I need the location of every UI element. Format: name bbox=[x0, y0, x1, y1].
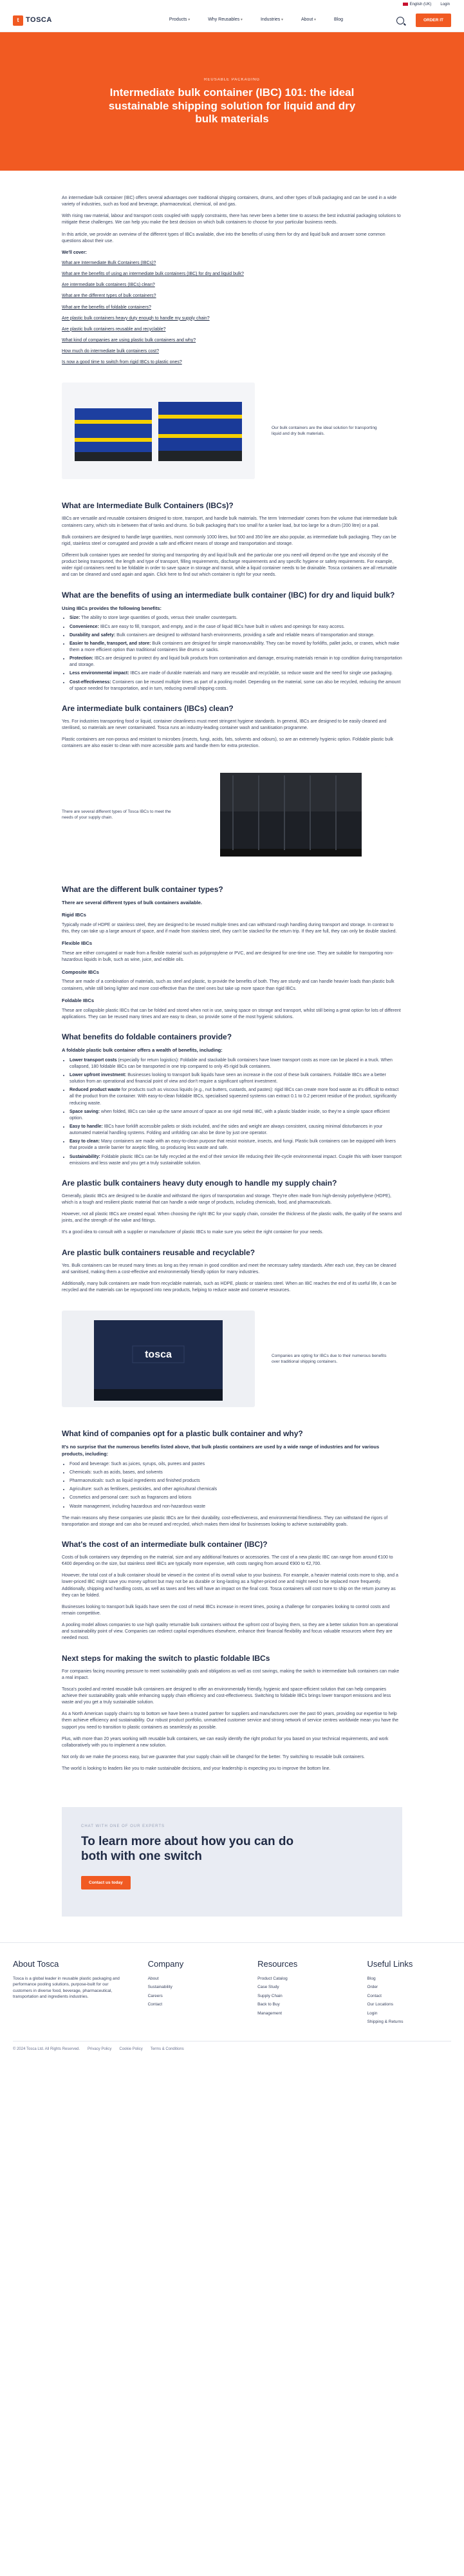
nav-item-about[interactable]: About ▾ bbox=[301, 17, 316, 23]
section-heading: Are plastic bulk containers heavy duty enough to handle my supply chain? bbox=[62, 1178, 337, 1188]
subheading: It's no surprise that the numerous benefits listed above, that bulk plastic containers are used by a wide range of industries and for various products, including: bbox=[62, 1444, 380, 1457]
image-row bbox=[62, 383, 402, 479]
toc-link[interactable]: Are intermediate bulk containers (IBCs) clean? bbox=[62, 283, 155, 288]
paragraph: A pooling model allows companies to use high quality returnable bulk containers without the upfront cost of buying them, so they are a better solution from an operational and sustainability point of view. Companies can redirect capital expenditures elsewhere, enhance their financial flexibility and focus valuable resources where they are needed most. bbox=[62, 1623, 398, 1641]
paragraph: Tosca's pooled and rented reusable bulk containers are designed to offer an environmentally friendly, hygienic and space-efficient solution that can help companies achieve their sustainability goals while enhancing supply chain efficiency and cost-effectiveness. Switching to foldable IBCs brings lower transport emissions and less waste and you get a truly sustainable solution. bbox=[62, 1687, 391, 1705]
paragraph: However, not all plastic IBCs are created equal. When choosing the right IBC for your supply chain, consider the thickness of the plastic walls, the quality of the seams and joints, and the strength of the valve and fittings. bbox=[62, 1212, 402, 1224]
search-icon[interactable] bbox=[396, 17, 404, 24]
footer-company bbox=[148, 1958, 232, 2027]
section-heading: What are the different bulk container types? bbox=[62, 885, 223, 895]
toc-link[interactable]: What are the benefits of using an intermediate bulk containers (IBC) for dry and liquid bulk? bbox=[62, 272, 244, 277]
hero-eyebrow: REUSABLE PACKAGING bbox=[204, 77, 260, 82]
list-item: • Food and beverage: Such as juices, syrups, oils, purees and pastes bbox=[70, 1461, 402, 1468]
footer-link[interactable]: Sustainability bbox=[147, 1985, 172, 1990]
section-heading: What benefits do foldable containers provide? bbox=[62, 1032, 232, 1041]
cta-title: To learn more about how you can do both with one switch bbox=[81, 1834, 294, 1863]
industry-list bbox=[70, 1461, 402, 1510]
toc-link[interactable]: What kind of companies are using plastic bulk containers and why? bbox=[62, 337, 196, 343]
paragraph: Yes. Bulk containers can be reused many times as long as they remain in good condition and meet the necessary safety standards. After each use, they can be cleaned and sanitised, making them a cost-effective and environmentally friendly option for many industries. bbox=[62, 1263, 396, 1274]
paragraph: Costs of bulk containers vary depending on the material, size and any additional features or accessories. The cost of a new plastic IBC can range from around €100 to €400 depending on the size, but stainless steel IBCs are typically more expensive, with costs ranging from around €900 to €2,700. bbox=[62, 1555, 393, 1567]
main-nav bbox=[0, 9, 464, 32]
footer-link[interactable]: Careers bbox=[147, 1993, 163, 1998]
flag-icon bbox=[403, 3, 408, 6]
footer-link[interactable]: Product Catalog bbox=[257, 1976, 288, 1982]
terms-link[interactable]: Terms & Conditions bbox=[150, 2047, 184, 2051]
list-item: • Cost-effectiveness: Containers can be reused multiple times as part of a pooling model. Depending on the material, some can also be recycled, reducing the amount of space needed for transportation, and in turn, reducing overall shipping costs. bbox=[70, 679, 402, 692]
paragraph: Bulk containers are designed to handle large quantities, most commonly 1000 litres, but 500 and 350 litre are also popular, as intermediate bulk packaging. They can be rigid, stainless steel or corrugated and provide a safe and efficient means of storage and transportation and storage. bbox=[62, 535, 396, 546]
svg-text:tosca: tosca bbox=[145, 1349, 172, 1361]
toc-link[interactable]: Are plastic bulk containers heavy duty enough to handle my supply chain? bbox=[62, 316, 210, 321]
toc-title: We'll cover: bbox=[62, 250, 87, 255]
toc-link[interactable]: What are Intermediate Bulk Containers (IBCs)? bbox=[62, 260, 156, 265]
list-item: • Lower transport costs (especially for return logistics): Foldable and stackable bulk containers have lower transport costs as more can be placed in a truck. When collapsed, 180 foldable IBCs can be transported in one trip compared to only 45 rigid bulk containers. bbox=[70, 1057, 402, 1070]
ibc-photo-black bbox=[194, 766, 387, 863]
list-item: • Pharmaceuticals: such as liquid ingredients and finished products bbox=[70, 1478, 402, 1484]
subheading: Foldable IBCs bbox=[62, 997, 95, 1003]
toc-link[interactable]: What are the benefits of foldable containers? bbox=[62, 305, 151, 310]
paragraph: Businesses looking to transport bulk liquids have seen the cost of metal IBCs increase in recent times, posing a challenge for companies looking to control costs and remain competitive. bbox=[62, 1604, 390, 1616]
contact-button[interactable]: Contact us today bbox=[81, 1876, 131, 1889]
paragraph: These are either corrugated or made from a flexible material such as polypropylene or PVC, and are designed for one-time use. They are suitable for transporting non-hazardous liquids in bulk, such as wine, juice, and edible oils. bbox=[62, 951, 394, 963]
login-link[interactable]: Login bbox=[440, 2, 450, 6]
toc-link[interactable]: How much do intermediate bulk containers cost? bbox=[62, 349, 159, 354]
paragraph: Generally, plastic IBCs are designed to be durable and withstand the rigors of transportation and storage. They're often made from high-density polyethylene (HDPE), which is a tough and resilient plastic material that can handle a wide range of products, including chemicals, food, and pharmaceuticals. bbox=[62, 1193, 391, 1205]
subheading: Using IBCs provides the following benefits: bbox=[62, 605, 162, 611]
intro-paragraph: In this article, we provide an overview of the different types of IBCs available, dive into the benefits of using them for dry and liquid bulk and answer some common questions about their use. bbox=[62, 232, 385, 243]
footer-link[interactable]: Contact bbox=[367, 1993, 382, 1998]
cta-eyebrow: CHAT WITH ONE OF OUR EXPERTS bbox=[81, 1824, 165, 1829]
paragraph: These are collapsible plastic IBCs that can be folded and stored when not in use, saving space on storage and transport, whilst still being a great option for lots of different applications. They can be reused many times and are easy to clean, so provide some of the most hygienic solutions. bbox=[62, 1008, 401, 1019]
paragraph: Plus, with more than 20 years working with reusable bulk containers, we can easily identify the right product for you based on your technical requirements, and work collaboratively with you to implement a new solution. bbox=[62, 1736, 389, 1748]
list-item: • Waste management, including hazardous and non-hazardous waste bbox=[70, 1504, 402, 1510]
footer-link[interactable]: Login bbox=[367, 2011, 378, 2016]
footer-link[interactable]: Shipping & Returns bbox=[367, 2020, 404, 2025]
footer-bottom bbox=[13, 2041, 451, 2061]
toc-link[interactable]: What are the different types of bulk containers? bbox=[62, 294, 156, 299]
list-item: • Reduced product waste for products such as viscous liquids (e.g., nut butters, custards, and pastes): rigid IBCs can create more food waste as it's difficult to extract all the product from the container. With easy-to-clean foldable IBCs, specialised squeezed systems can extract 0.1 to 0.2 percent residue of the product, significantly reducing waste. bbox=[70, 1087, 402, 1106]
image-row bbox=[62, 766, 402, 863]
article-body bbox=[0, 171, 464, 1790]
list-item: • Chemicals: such as acids, bases, and solvents bbox=[70, 1470, 402, 1476]
paragraph: Typically made of HDPE or stainless steel, they are designed to be reused multiple times and can withstand rough handling during transport and storage. In contrast to this, they can take up a large amount of space, and if made from stainless steel, they can't be stacked for the return trip. If they are full, they can only be double stacked. bbox=[62, 923, 397, 934]
logo[interactable]: t TOSCA bbox=[13, 15, 116, 26]
toc-link[interactable]: Are plastic bulk containers reusable and recyclable? bbox=[62, 327, 166, 332]
footer-heading: Resources bbox=[257, 1959, 298, 1969]
list-item: • Agriculture: such as fertilisers, pesticides, and other agricultural chemicals bbox=[70, 1486, 402, 1493]
paragraph: IBCs are versatile and reusable containers designed to store, transport, and handle bulk materials. The term 'intermediate' comes from the volume that intermediate bulk containers carry, which sits in between that of tanks and drums. So bulk packaging that's too small for a tanker load, but too large for a drum (200 litre) or a pail. bbox=[62, 516, 398, 528]
list-item: • Size: The ability to store large quantities of goods, versus their smaller counterparts. bbox=[70, 615, 402, 621]
intro-paragraph: An intermediate bulk container (IBC) offers several advantages over traditional shipping containers, drums, and other types of bulk packaging and can be used in a wide variety of industries, such as food and beverage, pharmaceutical, chemical, oil and gas. bbox=[62, 196, 397, 207]
ibc-photo-tosca-branded bbox=[62, 1311, 255, 1407]
image-caption: Companies are opting for IBCs due to their numerous benefits over traditional shipping containers. bbox=[272, 1353, 387, 1365]
footer-link[interactable]: Case Study bbox=[257, 1985, 279, 1990]
page-title: Intermediate bulk container (IBC) 101: the ideal sustainable shipping solution for liquid and dry bulk materials bbox=[108, 86, 356, 126]
section-heading: Are plastic bulk containers reusable and recyclable? bbox=[62, 1247, 255, 1257]
image-row bbox=[62, 1311, 402, 1407]
paragraph: For companies facing mounting pressure to meet sustainability goals and obligations as well as cost savings, making the switch to intermediate bulk containers can make a real impact. bbox=[62, 1669, 400, 1680]
list-item: • Lower upfront investment: Businesses looking to transport bulk liquids have seen an increase in the cost of these bulk containers. Foldable IBCs are a better solution from an operational and financial point of view and don't require a significant upfront investment. bbox=[70, 1072, 402, 1085]
section-heading: What are Intermediate Bulk Containers (IBCs)? bbox=[62, 501, 234, 511]
paragraph: As a North American supply chain's top to bottom we have been a trusted partner for suppliers and manufacturers over the past 60 years, providing our expertise to help them achieve efficiency and sustainability. Our robust product portfolio, unmatched customer service and strong network of service centres worldwide mean you have the support you need to transition to plastic containers as seamlessly as possible. bbox=[62, 1712, 399, 1730]
paragraph: Yes. For industries transporting food or liquid, container cleanliness must meet stringent hygiene standards. In general, IBCs are designed to be easily cleaned and sterilised, so materials are never contaminated. Tosca runs an industry-leading container wash and sanitisation programme. bbox=[62, 719, 387, 730]
subheading: Rigid IBCs bbox=[62, 912, 86, 918]
list-item: • Convenience: IBCs are easy to fill, transport, and empty, and in the case of liquid IBCs have built in valves and openings for easy access. bbox=[70, 624, 402, 630]
subheading: Composite IBCs bbox=[62, 969, 99, 975]
list-item: • Easier to handle, transport, and store: Bulk containers are designed for simple manoeuvrability. They can be moved by forklifts, pallet jacks, or cranes, which make them a more efficient option than traditional containers like drums or sacks. bbox=[70, 641, 402, 654]
paragraph: Plastic containers are non-porous and resistant to microbes (insects, fungi, acids, fats, solvents and odours), so are an extremely hygienic option. Foldable plastic bulk containers are also easier to clean with more accessible parts and handle them for extra protection. bbox=[62, 737, 394, 749]
list-item: • Less environmental impact: IBCs are made of durable materials and many are reusable and recyclable, so reduce waste and the need for single use packaging. bbox=[70, 670, 402, 677]
paragraph: The main reasons why these companies use plastic IBCs are for their durability, cost-effectiveness, and environmental friendliness. They can withstand the rigors of transportation and storage and can also be reused and recycled, which makes them ideal for businesses looking to achieve sustainability goals. bbox=[62, 1515, 388, 1527]
language-selector[interactable]: English (UK) bbox=[403, 2, 432, 8]
privacy-link[interactable]: Privacy Policy bbox=[88, 2047, 112, 2051]
toc-link[interactable]: Is now a good time to switch from rigid IBCs to plastic ones? bbox=[62, 360, 182, 365]
paragraph: Different bulk container types are needed for storing and transporting dry and liquid bulk and the particular one you need will depend on the type and viscosity of the product being transported, the length and type of transport, filling requirements, discharge requirements and any specific hygiene or safety requirements. For example, wider rigid containers need to be foldable in order to save space in storage and transit, while a liquid container needs to be drainable. Tosca containers are all returnable and can be cleaned and used again and again. Click here to find out which container is right for your needs. bbox=[62, 553, 397, 578]
subheading: A foldable plastic bulk container offers a wealth of benefits, including: bbox=[62, 1046, 223, 1053]
nav-item-products[interactable]: Products ▾ bbox=[169, 17, 190, 23]
footer-link[interactable]: About bbox=[147, 1976, 159, 1982]
image-caption: There are several different types of Tosca IBCs to meet the needs of your supply chain. bbox=[62, 809, 171, 820]
copyright: © 2024 Tosca Ltd. All Rights Reserved. bbox=[13, 2047, 80, 2051]
benefit-list bbox=[70, 1057, 402, 1167]
footer-link[interactable]: Blog bbox=[367, 1976, 376, 1982]
nav-item-industries[interactable]: Industries ▾ bbox=[261, 17, 283, 23]
hero bbox=[0, 32, 464, 171]
utility-bar bbox=[0, 0, 464, 9]
intro-paragraph: With rising raw material, labour and transport costs coupled with supply constraints, there has never been a better time to assess the best industrial packaging solutions to mitigate these challenges. We can help you make the best decision on which bulk containers to choose for your particular business needs. bbox=[62, 214, 401, 225]
footer-link[interactable]: Management bbox=[257, 2011, 283, 2016]
paragraph: These are made of a combination of materials, such as steel and plastic, to provide the benefits of both. They are sturdy and can handle heavier loads than plastic bulk containers, while still being lighter and more cost-effective than the steel ones but take up more space than rigid IBCs. bbox=[62, 980, 394, 991]
image-caption: Our bulk containers are the ideal solution for transporting liquid and dry bulk materials. bbox=[272, 425, 377, 437]
footer-links bbox=[367, 1958, 451, 2027]
subheading: There are several different types of bulk containers available. bbox=[62, 900, 203, 906]
footer-link[interactable]: Supply Chain bbox=[257, 1993, 283, 1998]
footer-heading: Useful Links bbox=[367, 1959, 413, 1969]
footer-heading: About Tosca bbox=[13, 1959, 59, 1969]
section-heading: Next steps for making the switch to plastic foldable IBCs bbox=[62, 1653, 270, 1663]
paragraph: Not only do we make the process easy, but we guarantee that your supply chain will be changed for the better. Try switching to reusable bulk containers. bbox=[62, 1754, 366, 1759]
nav-item-blog[interactable]: Blog bbox=[333, 17, 343, 23]
list-item: • Easy to handle: IBCs have forklift accessible pallets or skids included, and the sides and weight are always consistent, causing minimal disturbances in your automated material handling systems. Folding and unfolding can also be done by just one operator. bbox=[70, 1124, 402, 1137]
footer-text: Tosca is a global leader in reusable plastic packaging and performance pooling solutions, purpose-built for our customers in diverse food, beverage, pharmaceutical, transportation and ingredients industries. bbox=[13, 1976, 120, 2000]
list-item: • Durability and safety: Bulk containers are designed to withstand harsh environments, providing a safe and reliable means of transportation and storage. bbox=[70, 632, 402, 639]
footer-about bbox=[13, 1958, 122, 2027]
list-item: • Space saving: when folded, IBCs can take up the same amount of space as one rigid metal IBC, with a plastic bladder inside, so they're a simple space efficient option. bbox=[70, 1109, 402, 1122]
logo-icon: t bbox=[13, 15, 23, 26]
list-item: • Protection: IBCs are designed to protect dry and liquid bulk products from contamination and damage, ensuring materials remain in top condition during transportation and storage. bbox=[70, 656, 402, 668]
nav-items bbox=[116, 17, 396, 23]
paragraph: However, the total cost of a bulk container should be viewed in the context of its overall value to your business. For example, a heavier material costs more to ship, and a lower-priced IBC might save you money upfront but may not be as durable or long-lasting as a higher-priced one and might need to be replaced more frequently. Additionally, shipping and handling costs, as well as taxes and fees will have an impact on the final cost. Tosca containers will cost more to ship on the return journey as they can be folded. bbox=[62, 1573, 398, 1598]
section-heading: What kind of companies opt for a plastic bulk container and why? bbox=[62, 1429, 303, 1439]
paragraph: Additionally, many bulk containers are made from recyclable materials, such as HDPE, plastic or stainless steel. When an IBC reaches the end of its useful life, it can be recycled and the materials can be repurposed into new products, helping to reduce waste and conserve resources. bbox=[62, 1281, 397, 1293]
paragraph: It's a good idea to consult with a supplier or manufacturer of plastic IBCs to make sure you select the right container for your needs. bbox=[62, 1230, 324, 1235]
nav-item-why-reusables[interactable]: Why Reusables ▾ bbox=[208, 17, 243, 23]
section-heading: Are intermediate bulk containers (IBCs) clean? bbox=[62, 703, 234, 713]
footer-link[interactable]: Our Locations bbox=[367, 2002, 394, 2007]
footer-link[interactable]: Order bbox=[367, 1985, 378, 1990]
subheading: Flexible IBCs bbox=[62, 940, 93, 947]
list-item: • Sustainability: Foldable plastic IBCs can be fully recycled at the end of their service life reducing their life-cycle environmental impact. Couple this with lower transport emissions and less waste and you get a truly sustainable solution. bbox=[70, 1154, 402, 1167]
ibc-photo-blue-yellow bbox=[62, 383, 255, 479]
order-button[interactable]: ORDER IT bbox=[416, 14, 451, 27]
list-item: • Cosmetics and personal care: such as fragrances and lotions bbox=[70, 1495, 402, 1501]
cookie-link[interactable]: Cookie Policy bbox=[119, 2047, 143, 2051]
table-of-contents bbox=[62, 260, 402, 366]
benefit-list bbox=[70, 615, 402, 692]
footer-link[interactable]: Back to Buy bbox=[257, 2002, 280, 2007]
section-heading: What's the cost of an intermediate bulk container (IBC)? bbox=[62, 1539, 268, 1549]
cta-block bbox=[62, 1807, 402, 1917]
footer-link[interactable]: Contact bbox=[147, 2002, 163, 2007]
footer-resources bbox=[257, 1958, 341, 2027]
footer-heading: Company bbox=[147, 1959, 184, 1969]
list-item: • Easy to clean: Many containers are made with an easy-to-clean purpose that resist moisture, insects, and fungi. Plastic bulk containers can be equipped with liners that provide a sterile barrier for aseptic filling, so producing less waste and safe. bbox=[70, 1139, 402, 1151]
section-heading: What are the benefits of using an intermediate bulk container (IBC) for dry and liquid bulk? bbox=[62, 590, 395, 600]
paragraph: The world is looking to leaders like you to make sustainable decisions, and your leadership is expecting you to improve the bottom line. bbox=[62, 1766, 331, 1772]
footer bbox=[0, 1942, 464, 2040]
